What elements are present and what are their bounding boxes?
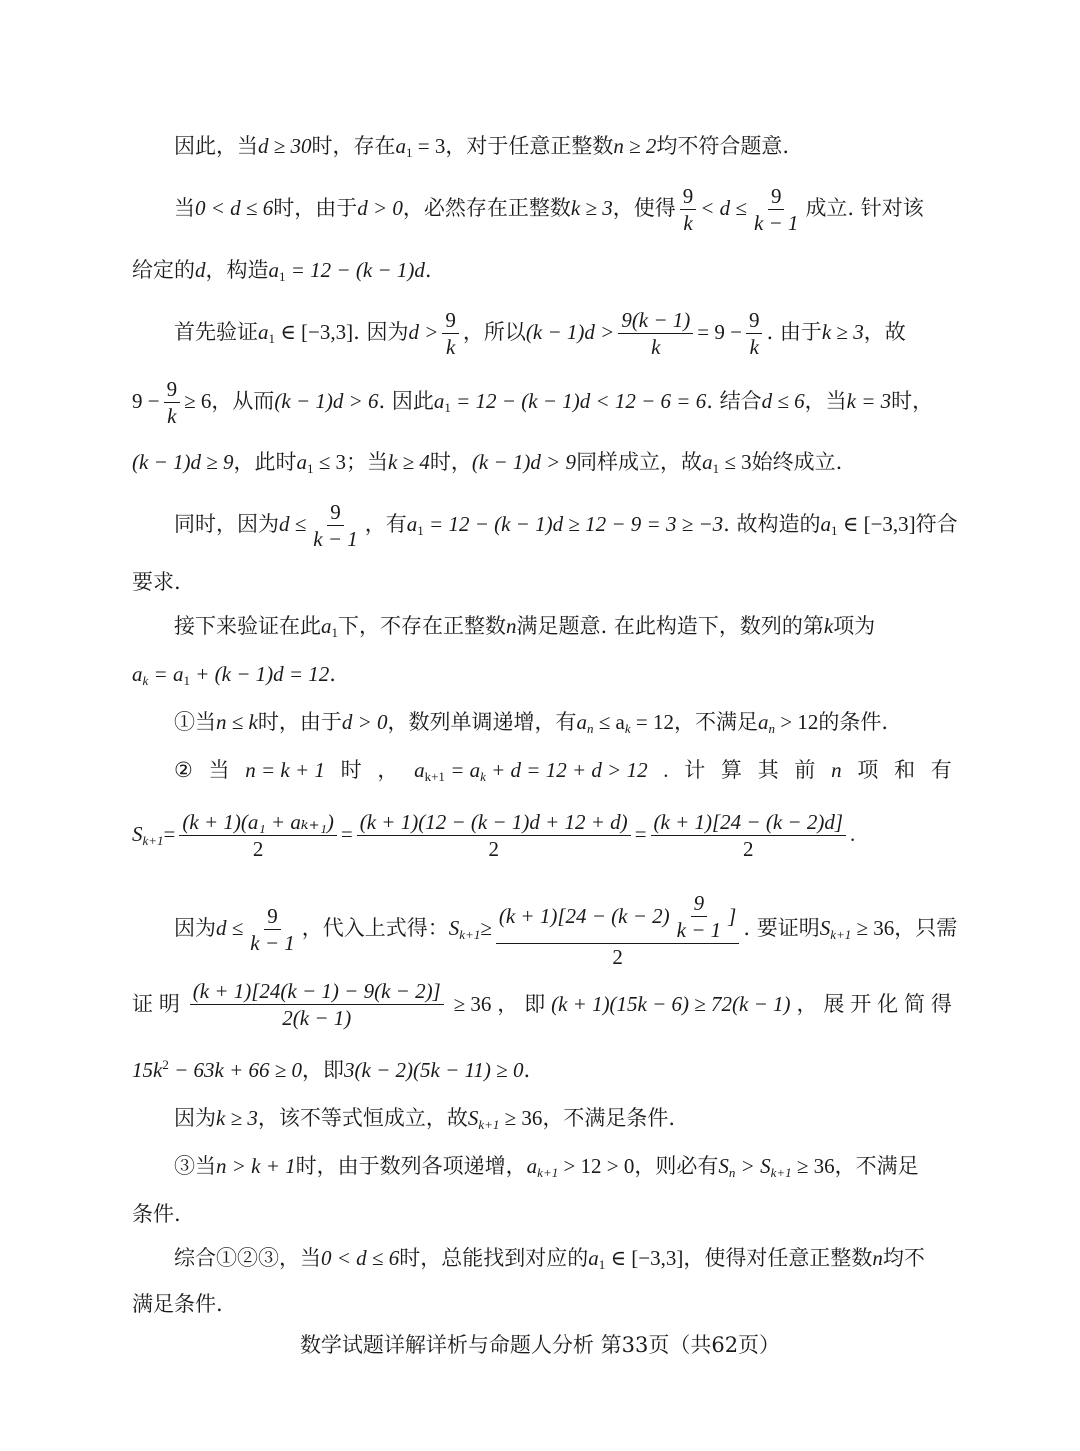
numerator: 9 — [327, 499, 344, 526]
numerator: 9 — [768, 183, 785, 210]
math: ≥ 36 — [499, 1106, 543, 1130]
subscript: 1 — [444, 400, 451, 415]
denominator: k — [683, 211, 693, 235]
text: 均不符合题意. — [656, 134, 790, 158]
fraction — [442, 307, 459, 360]
math: 9 − — [132, 389, 160, 413]
numerator: 9 — [691, 890, 708, 917]
math: n — [872, 1246, 883, 1270]
math: ∈ [−3,3] — [275, 320, 354, 344]
math: S — [467, 1106, 479, 1130]
math: a — [321, 614, 332, 638]
fraction — [357, 809, 631, 862]
text-line-19 — [132, 1200, 952, 1228]
subscript: 1 — [307, 461, 314, 476]
text: 下，不存在正整数 — [338, 614, 506, 638]
text: ，只需 — [894, 916, 958, 940]
math: d > 0 — [357, 196, 403, 220]
denominator: k − 1 — [676, 917, 722, 942]
math: = 3 — [412, 134, 446, 158]
math: 3(k − 2)(5k − 11) ≥ 0 — [344, 1058, 524, 1082]
text: ，不满足 — [834, 1154, 919, 1178]
math: a — [820, 512, 832, 536]
denominator: k — [167, 404, 177, 428]
fraction — [496, 890, 740, 970]
subscript: 1 — [183, 673, 190, 688]
math: a — [702, 450, 713, 474]
fraction — [179, 809, 336, 862]
text: ， — [796, 992, 818, 1016]
text: 时，由于 — [273, 196, 358, 220]
text: 时 — [340, 758, 362, 782]
math: ≤ a — [593, 710, 625, 734]
subscript: n — [587, 721, 594, 736]
text: . — [424, 258, 432, 282]
numerator: 9 — [164, 376, 181, 403]
math: S — [718, 1154, 729, 1178]
subscript: k+1 — [142, 833, 164, 848]
text: 给定的 — [132, 258, 195, 282]
text: 时， — [891, 389, 934, 413]
subscript: 1 — [331, 625, 338, 640]
text: 同时，因为 — [174, 512, 279, 536]
math: S — [448, 916, 460, 940]
denominator: k − 1 — [250, 931, 295, 955]
math: (k − 1)d ≥ 9 — [132, 450, 234, 474]
text: ，必然存在正整数 — [402, 196, 571, 220]
math: 0 < d ≤ 6 — [321, 1246, 400, 1270]
subscript: 1 — [831, 523, 838, 538]
math: (k − 1)d > — [525, 320, 615, 344]
text: 始终成立. — [751, 450, 843, 474]
text: ①当 — [174, 710, 216, 734]
page-footer: 数学试题详解详析与命题人分析 第33页（共62页） — [299, 1333, 781, 1357]
text: . 由于 — [766, 320, 822, 344]
math: = 12 − (k − 1)d ≥ 12 − 9 = 3 ≥ −3 — [423, 512, 724, 536]
text: ，所以 — [462, 320, 526, 344]
math: + d = 12 + d > 12 — [485, 758, 648, 782]
text: 当 — [174, 196, 195, 220]
text: 证 — [132, 992, 153, 1016]
math: d ≤ 6 — [761, 389, 805, 413]
fraction — [751, 183, 802, 236]
math: k — [823, 614, 834, 638]
math: d > — [408, 320, 439, 344]
text: . 因为 — [353, 320, 409, 344]
math: n = k + 1 — [245, 758, 325, 782]
math: > 12 — [775, 710, 819, 734]
text-line-18 — [174, 1152, 952, 1180]
math: k ≥ 3 — [570, 196, 613, 220]
numerator: (k + 1)[24 − (k − 2)d] — [651, 809, 846, 836]
subscript: k+1 — [770, 1165, 792, 1180]
text: 因此，当 — [174, 134, 258, 158]
math: S — [132, 822, 143, 846]
numerator: (k + 1)(a₁ + aₖ₊₁) — [179, 809, 336, 836]
text: 均不 — [882, 1246, 925, 1270]
subscript: k+1 — [459, 927, 481, 942]
text-line-6 — [132, 448, 952, 476]
math: d ≥ 30 — [258, 134, 312, 158]
math: k ≥ 3 — [216, 1106, 258, 1130]
text: 时，存在 — [311, 134, 396, 158]
text: 时，由于数列各项递增， — [295, 1154, 527, 1178]
text: ，则必有 — [634, 1154, 719, 1178]
text: ，使得 — [612, 196, 676, 220]
text: 展 — [823, 992, 845, 1016]
text: 算 — [720, 758, 742, 782]
text: 时，由于 — [257, 710, 342, 734]
subscript: k — [142, 673, 149, 688]
text: . — [523, 1058, 531, 1082]
text: 的条件. — [818, 710, 889, 734]
subscript: 1 — [268, 331, 275, 346]
text-line-17 — [174, 1104, 952, 1132]
math: a — [406, 512, 418, 536]
math: ∈ [−3,3] — [605, 1246, 684, 1270]
math: ≥ 36 — [851, 916, 895, 940]
math: k ≥ 4 — [388, 450, 430, 474]
subscript: k+1 — [537, 1165, 559, 1180]
math: n — [831, 758, 842, 782]
text: ， — [377, 758, 399, 782]
math: ≥ — [480, 916, 492, 940]
denominator: 2 — [743, 837, 754, 861]
math: ≤ 3 — [313, 450, 347, 474]
text: ，不满足条件. — [542, 1106, 676, 1130]
fraction — [164, 376, 181, 429]
text: . — [329, 662, 336, 686]
math: > 12 > 0 — [558, 1154, 635, 1178]
text: ，使得对任意正整数 — [683, 1246, 873, 1270]
text-line-14 — [174, 884, 958, 972]
text-line-9 — [174, 612, 952, 640]
text: 要求. — [132, 570, 181, 594]
denominator: k − 1 — [313, 527, 358, 551]
subscript: k+1 — [478, 1117, 500, 1132]
text: 计 — [684, 758, 706, 782]
subscript: k — [624, 721, 631, 736]
text: ；当 — [346, 450, 389, 474]
text: 简 — [904, 992, 925, 1016]
text: 项为 — [833, 614, 876, 638]
subscript: k+1 — [424, 769, 445, 784]
numerator: (k + 1)(12 − (k − 1)d + 12 + d) — [357, 809, 631, 836]
text: ，数列单调递增，有 — [387, 710, 577, 734]
math: + (k − 1)d = 12 — [189, 662, 330, 686]
denominator: k — [749, 335, 759, 359]
subscript: k — [480, 769, 486, 784]
math: . — [850, 822, 856, 846]
math: ∈ [−3,3] — [837, 512, 916, 536]
denominator: 2 — [252, 837, 264, 861]
math: d — [195, 258, 206, 282]
text: 时， — [429, 450, 472, 474]
text: ，有 — [364, 512, 407, 536]
math: d > 0 — [341, 710, 388, 734]
text-line-10 — [132, 660, 952, 688]
denominator: 2 — [488, 837, 499, 861]
text: 当 — [208, 758, 230, 782]
text-line-15 — [132, 976, 952, 1032]
math: < d ≤ — [700, 196, 747, 220]
math: (k − 1)d > 9 — [471, 450, 577, 474]
text: 项 — [857, 758, 879, 782]
text: 和 — [894, 758, 916, 782]
subscript: n — [768, 721, 776, 736]
text: 满足条件. — [132, 1292, 223, 1316]
math: = — [340, 822, 353, 846]
text: ，对于任意正整数 — [445, 134, 614, 158]
text-line-3 — [132, 256, 952, 284]
text: 化 — [877, 992, 899, 1016]
text-line-20 — [174, 1244, 952, 1272]
text-line-11 — [174, 708, 952, 736]
subscript: n — [728, 1165, 736, 1180]
denominator: k — [445, 335, 456, 359]
text-line-7 — [174, 496, 958, 552]
subscript: 1 — [598, 1257, 606, 1272]
text: 同样成立，故 — [576, 450, 703, 474]
text: 前 — [794, 758, 816, 782]
text: 即 — [524, 992, 546, 1016]
text: . 要证明 — [743, 916, 820, 940]
math: a — [758, 710, 769, 734]
inner-fraction — [674, 890, 725, 943]
text: ，当 — [804, 389, 847, 413]
math: = a — [444, 758, 481, 782]
math: = 12 — [630, 710, 675, 734]
fraction — [618, 307, 693, 360]
text: 接下来验证在此 — [174, 614, 321, 638]
denominator: k — [651, 335, 661, 359]
text: ，不满足 — [674, 710, 759, 734]
text-line-5 — [132, 373, 952, 429]
text-line-2 — [174, 180, 952, 236]
text: ，此时 — [233, 450, 297, 474]
text: ③当 — [174, 1154, 216, 1178]
math: k = 3 — [846, 389, 892, 413]
text: ，故 — [863, 320, 906, 344]
math: = 12 − (k − 1)d < 12 − 6 = 6 — [450, 389, 707, 413]
math: ≥ 6 — [184, 389, 212, 413]
text: 符合 — [915, 512, 958, 536]
text: 首先验证 — [174, 320, 258, 344]
subscript: 1 — [406, 145, 413, 160]
denominator: 2 — [612, 944, 623, 969]
text: ，该不等式恒成立，故 — [257, 1106, 468, 1130]
math: . — [663, 758, 669, 782]
text-line-8 — [132, 568, 952, 596]
text: . 故构造的 — [723, 512, 821, 536]
text-line-13 — [132, 806, 952, 862]
fraction — [247, 903, 298, 956]
text: 综合①②③，当 — [174, 1246, 321, 1270]
text-line-4 — [174, 304, 952, 360]
text-line-16 — [132, 1056, 952, 1084]
math: a — [576, 710, 588, 734]
text: 明 — [158, 992, 180, 1016]
subscript: 1 — [279, 269, 286, 284]
math: 0 < d ≤ 6 — [195, 196, 274, 220]
numerator: 9 — [264, 903, 281, 930]
numerator: 9 — [442, 307, 459, 334]
text: 条件. — [132, 1202, 181, 1226]
numerator: 9 — [746, 307, 763, 334]
text: 得 — [930, 992, 952, 1016]
math: ≤ 3 — [719, 450, 752, 474]
math: a — [526, 1154, 538, 1178]
text-line-1 — [174, 132, 952, 160]
math: > S — [735, 1154, 771, 1178]
math: a — [132, 662, 143, 686]
text-line-21 — [132, 1290, 952, 1318]
math: n > k + 1 — [216, 1154, 296, 1178]
fraction — [680, 183, 697, 236]
text: 满足题意. 在此构造下，数列的第 — [516, 614, 824, 638]
numerator — [496, 890, 740, 944]
math: = a — [148, 662, 184, 686]
math: (k − 1)d > 6 — [274, 389, 379, 413]
superscript: 2 — [162, 1057, 169, 1072]
fraction — [651, 809, 846, 862]
math: ≥ 36 — [453, 992, 492, 1016]
denominator: k − 1 — [753, 211, 799, 235]
math: S — [819, 916, 831, 940]
math: − 63k + 66 ≥ 0 — [168, 1058, 303, 1082]
text: 时，总能找到对应的 — [399, 1246, 589, 1270]
text: 成立. 针对该 — [805, 196, 924, 220]
math: d ≤ — [216, 916, 244, 940]
math: = 12 − (k − 1)d — [285, 258, 425, 282]
math: a — [414, 758, 425, 782]
text: 开 — [850, 992, 872, 1016]
math: 15k — [132, 1058, 163, 1082]
math: a — [395, 134, 407, 158]
numerator-part: ] — [728, 904, 737, 928]
text: 其 — [757, 758, 779, 782]
text: ，即 — [302, 1058, 345, 1082]
text: 因为 — [174, 1106, 216, 1130]
math: k ≥ 3 — [821, 320, 864, 344]
text: 因为 — [174, 916, 216, 940]
math: = — [163, 822, 176, 846]
math: = — [634, 822, 647, 846]
fraction — [746, 307, 763, 360]
math: ≥ 36 — [791, 1154, 835, 1178]
subscript: k+1 — [830, 927, 852, 942]
numerator-part: (k + 1)[24 − (k − 2) — [498, 904, 670, 928]
math: n — [506, 614, 517, 638]
math: (k + 1)(15k − 6) ≥ 72(k − 1) — [551, 992, 791, 1016]
fraction — [310, 499, 361, 552]
text: ，从而 — [211, 389, 275, 413]
math: a — [296, 450, 308, 474]
text: ，构造 — [205, 258, 269, 282]
text: 有 — [930, 758, 952, 782]
math: n ≤ k — [216, 710, 258, 734]
subscript: 1 — [417, 523, 424, 538]
numerator: (k + 1)[24(k − 1) − 9(k − 2)] — [190, 978, 444, 1005]
text: ，代入上式得： — [301, 916, 449, 940]
math: a — [268, 258, 279, 282]
subscript: 1 — [712, 461, 720, 476]
math: d ≤ — [279, 512, 307, 536]
math: n ≥ 2 — [613, 134, 657, 158]
math: = 9 − — [697, 320, 742, 344]
numerator: 9(k − 1) — [618, 307, 693, 334]
math: a — [588, 1246, 599, 1270]
text: ② — [174, 758, 193, 782]
numerator: 9 — [680, 183, 697, 210]
denominator: 2(k − 1) — [282, 1005, 352, 1030]
text: ， — [497, 992, 519, 1016]
text: . 因此 — [378, 389, 434, 413]
text-line-12 — [174, 756, 952, 784]
math: a — [433, 389, 445, 413]
text: . 结合 — [706, 389, 762, 413]
fraction — [190, 978, 444, 1031]
math: a — [258, 320, 269, 344]
